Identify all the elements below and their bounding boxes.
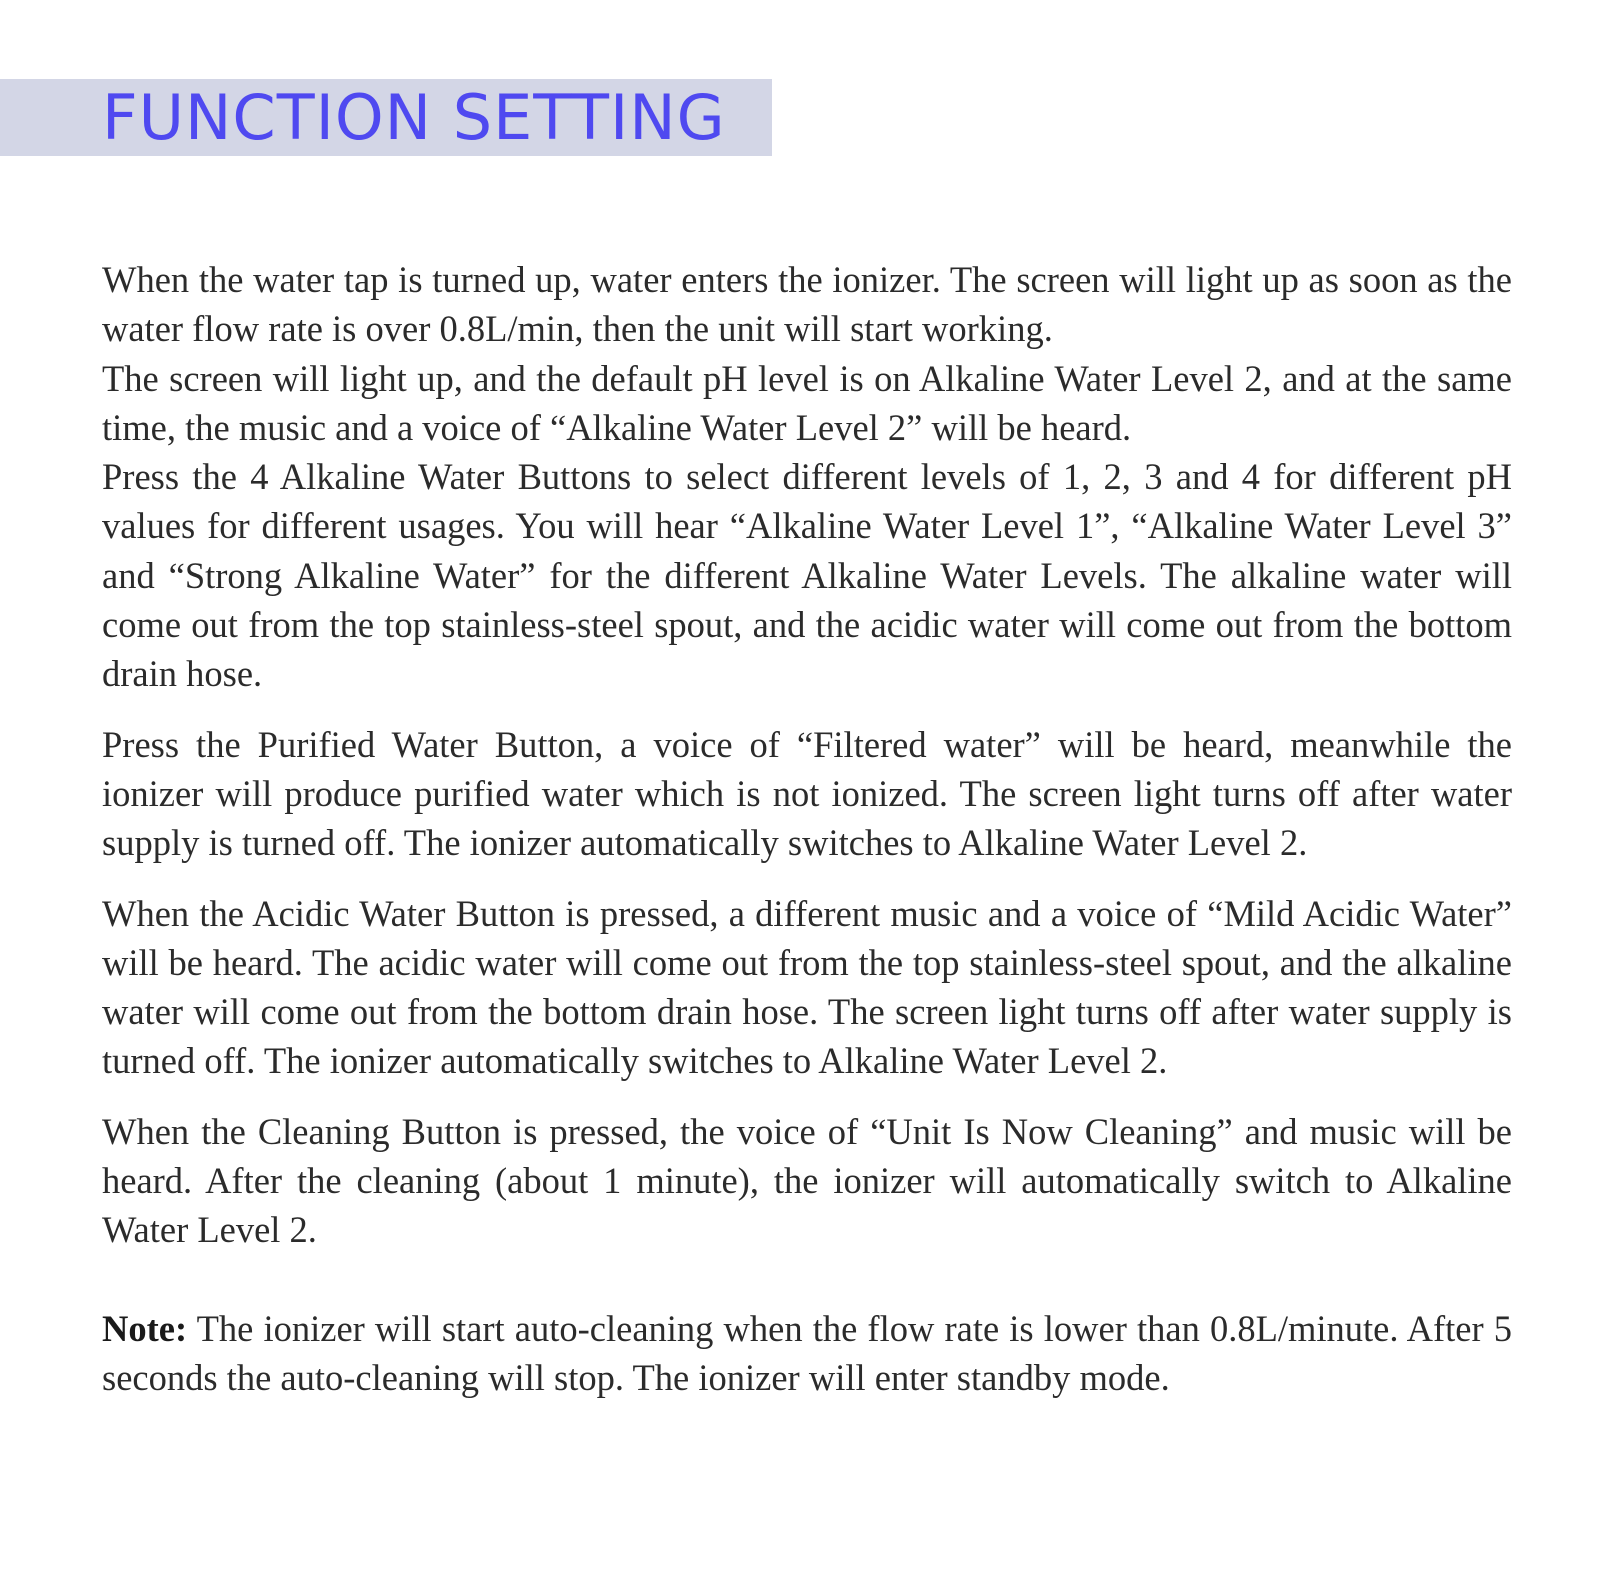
paragraph-acidic-water: When the Acidic Water Button is pressed, a different music and a voice of “Mild Acidic Water” will be heard. The acidic water will come out from the top stainless-steel spout, and the alkaline water will come out from the bottom drain hose. The screen light turns off after water supply is turned off. The ionizer automatically switches to Alkaline Water Level 2. xyxy=(102,892,1512,1082)
note-text: The ionizer will start auto-cleaning when the flow rate is lower than 0.8L/minute. After 5 seconds the auto-cleaning will stop. The ionizer will enter standby mode. xyxy=(102,1307,1512,1398)
paragraph-startup: When the water tap is turned up, water enters the ionizer. The screen will light up as soon as the water flow rate is over 0.8L/min, then the unit will start working. xyxy=(102,259,1512,350)
note-label: Note: xyxy=(102,1307,188,1349)
paragraph-purified-water: Press the Purified Water Button, a voice of “Filtered water” will be heard, meanwhile the ionizer will produce purified water which is not ionized. The screen light turns off after water supply is turned off. The ionizer automatically switches to Alkaline Water Level 2. xyxy=(102,723,1512,864)
page-title: FUNCTION SETTING xyxy=(102,81,726,154)
paragraph-default-level: The screen will light up, and the default pH level is on Alkaline Water Level 2, and at the same time, the music and a voice of “Alkaline Water Level 2” will be heard. xyxy=(102,357,1512,448)
body-content xyxy=(102,255,1512,1402)
paragraph-alkaline-buttons: Press the 4 Alkaline Water Buttons to select different levels of 1, 2, 3 and 4 for different pH values for different usages. You will hear “Alkaline Water Level 1”, “Alkaline Water Level 3” and “Strong Alkaline Water” for the different Alkaline Water Levels. The alkaline water will come out from the top stainless-steel spout, and the acidic water will come out from the bottom drain hose. xyxy=(102,456,1512,695)
paragraph-cleaning: When the Cleaning Button is pressed, the voice of “Unit Is Now Cleaning” and music will be heard. After the cleaning (about 1 minute), the ionizer will automatically switch to Alkaline Water Level 2. xyxy=(102,1110,1512,1251)
note-paragraph xyxy=(102,1304,1512,1403)
